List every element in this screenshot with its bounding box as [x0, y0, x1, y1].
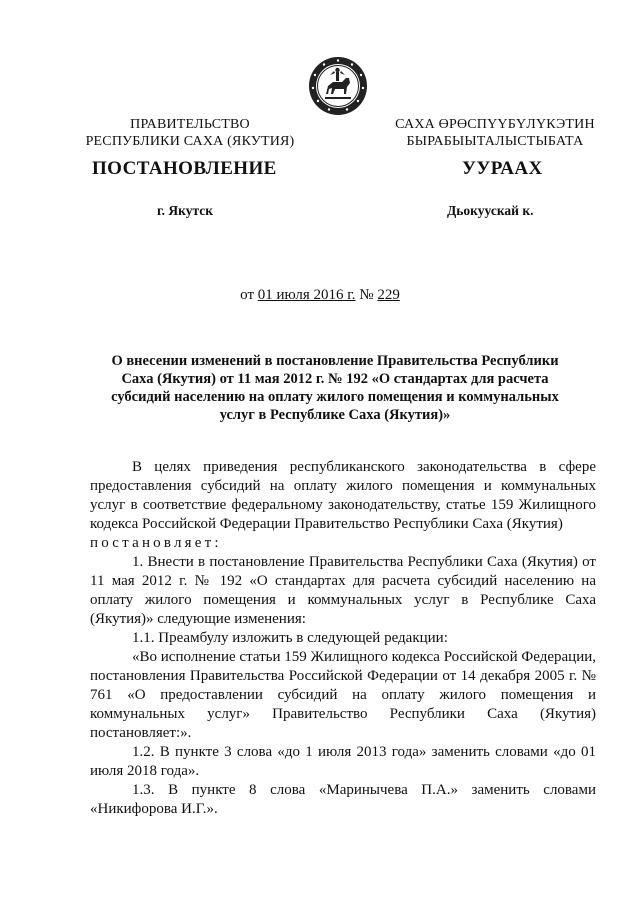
document-number: 229: [377, 287, 400, 303]
resolve-word: постановляет:: [90, 535, 222, 551]
doc-type-russian: ПОСТАНОВЛЕНИЕ: [92, 158, 277, 179]
number-prefix: №: [355, 287, 378, 303]
header-left-line-1: ПРАВИТЕЛЬСТВО: [130, 117, 250, 132]
document-title: О внесении изменений в постановление Правительства Республики Саха (Якутия) от 11 мая 2012 г. № 192 «О стандартах для расчета субсидий населению на оплату жилого помещения и коммунальных услуг в Республике Саха (Якутия)»: [111, 353, 559, 423]
date-prefix: от: [240, 287, 258, 303]
paragraph-item-1-1: 1.1. Преамбулу изложить в следующей редакции:: [132, 630, 448, 646]
header-right-line-1: САХА ӨРӨСПҮҮБҮЛҮКЭТИН: [395, 117, 595, 132]
date-number-line: [0, 287, 640, 304]
document-date: 01 июля 2016 г.: [257, 287, 356, 303]
document-body: [90, 458, 596, 819]
paragraph-item-1: 1. Внести в постановление Правительства Республики Саха (Якутия) от 11 мая 2012 г. № 192 «О стандартах для расчета субсидий населению на оплату жилого помещения и коммунальных услуг в Республике Саха (Якутия)» следующие изменения:: [90, 554, 596, 627]
paragraph-item-1-2: 1.2. В пункте 3 слова «до 1 июля 2013 года» заменить словами «до 01 июля 2018 года».: [90, 744, 596, 779]
doc-type-yakut: УУРААХ: [462, 158, 543, 179]
coat-of-arms-icon: [308, 56, 368, 116]
header-right-line-2: БЫРАБЫЫТАЛЫСТЫБАТА: [406, 134, 584, 149]
paragraph-preamble: В целях приведения республиканского законодательства в сфере предоставления субсидий на оплату жилого помещения и коммунальных услуг в соответствие федеральному законодательству, статье 159 Жилищного кодекса Российской Федерации Правительство Республики Саха (Якутия): [90, 459, 596, 532]
paragraph-quote: «Во исполнение статьи 159 Жилищного кодекса Российской Федерации, постановления Правительства Российской Федерации от 14 декабря 2005 г. № 761 «О предоставлении субсидий на оплату жилого помещения и коммунальных услуг» Правительство Республики Саха (Якутия) постановляет:».: [90, 649, 596, 741]
paragraph-item-1-3: 1.3. В пункте 8 слова «Маринычева П.А.» заменить словами «Никифорова И.Г.».: [90, 782, 596, 817]
city-yakut: Дьокуускай к.: [447, 203, 534, 218]
city-russian: г. Якутск: [157, 203, 214, 218]
header-left-line-2: РЕСПУБЛИКИ САХА (ЯКУТИЯ): [85, 134, 295, 149]
